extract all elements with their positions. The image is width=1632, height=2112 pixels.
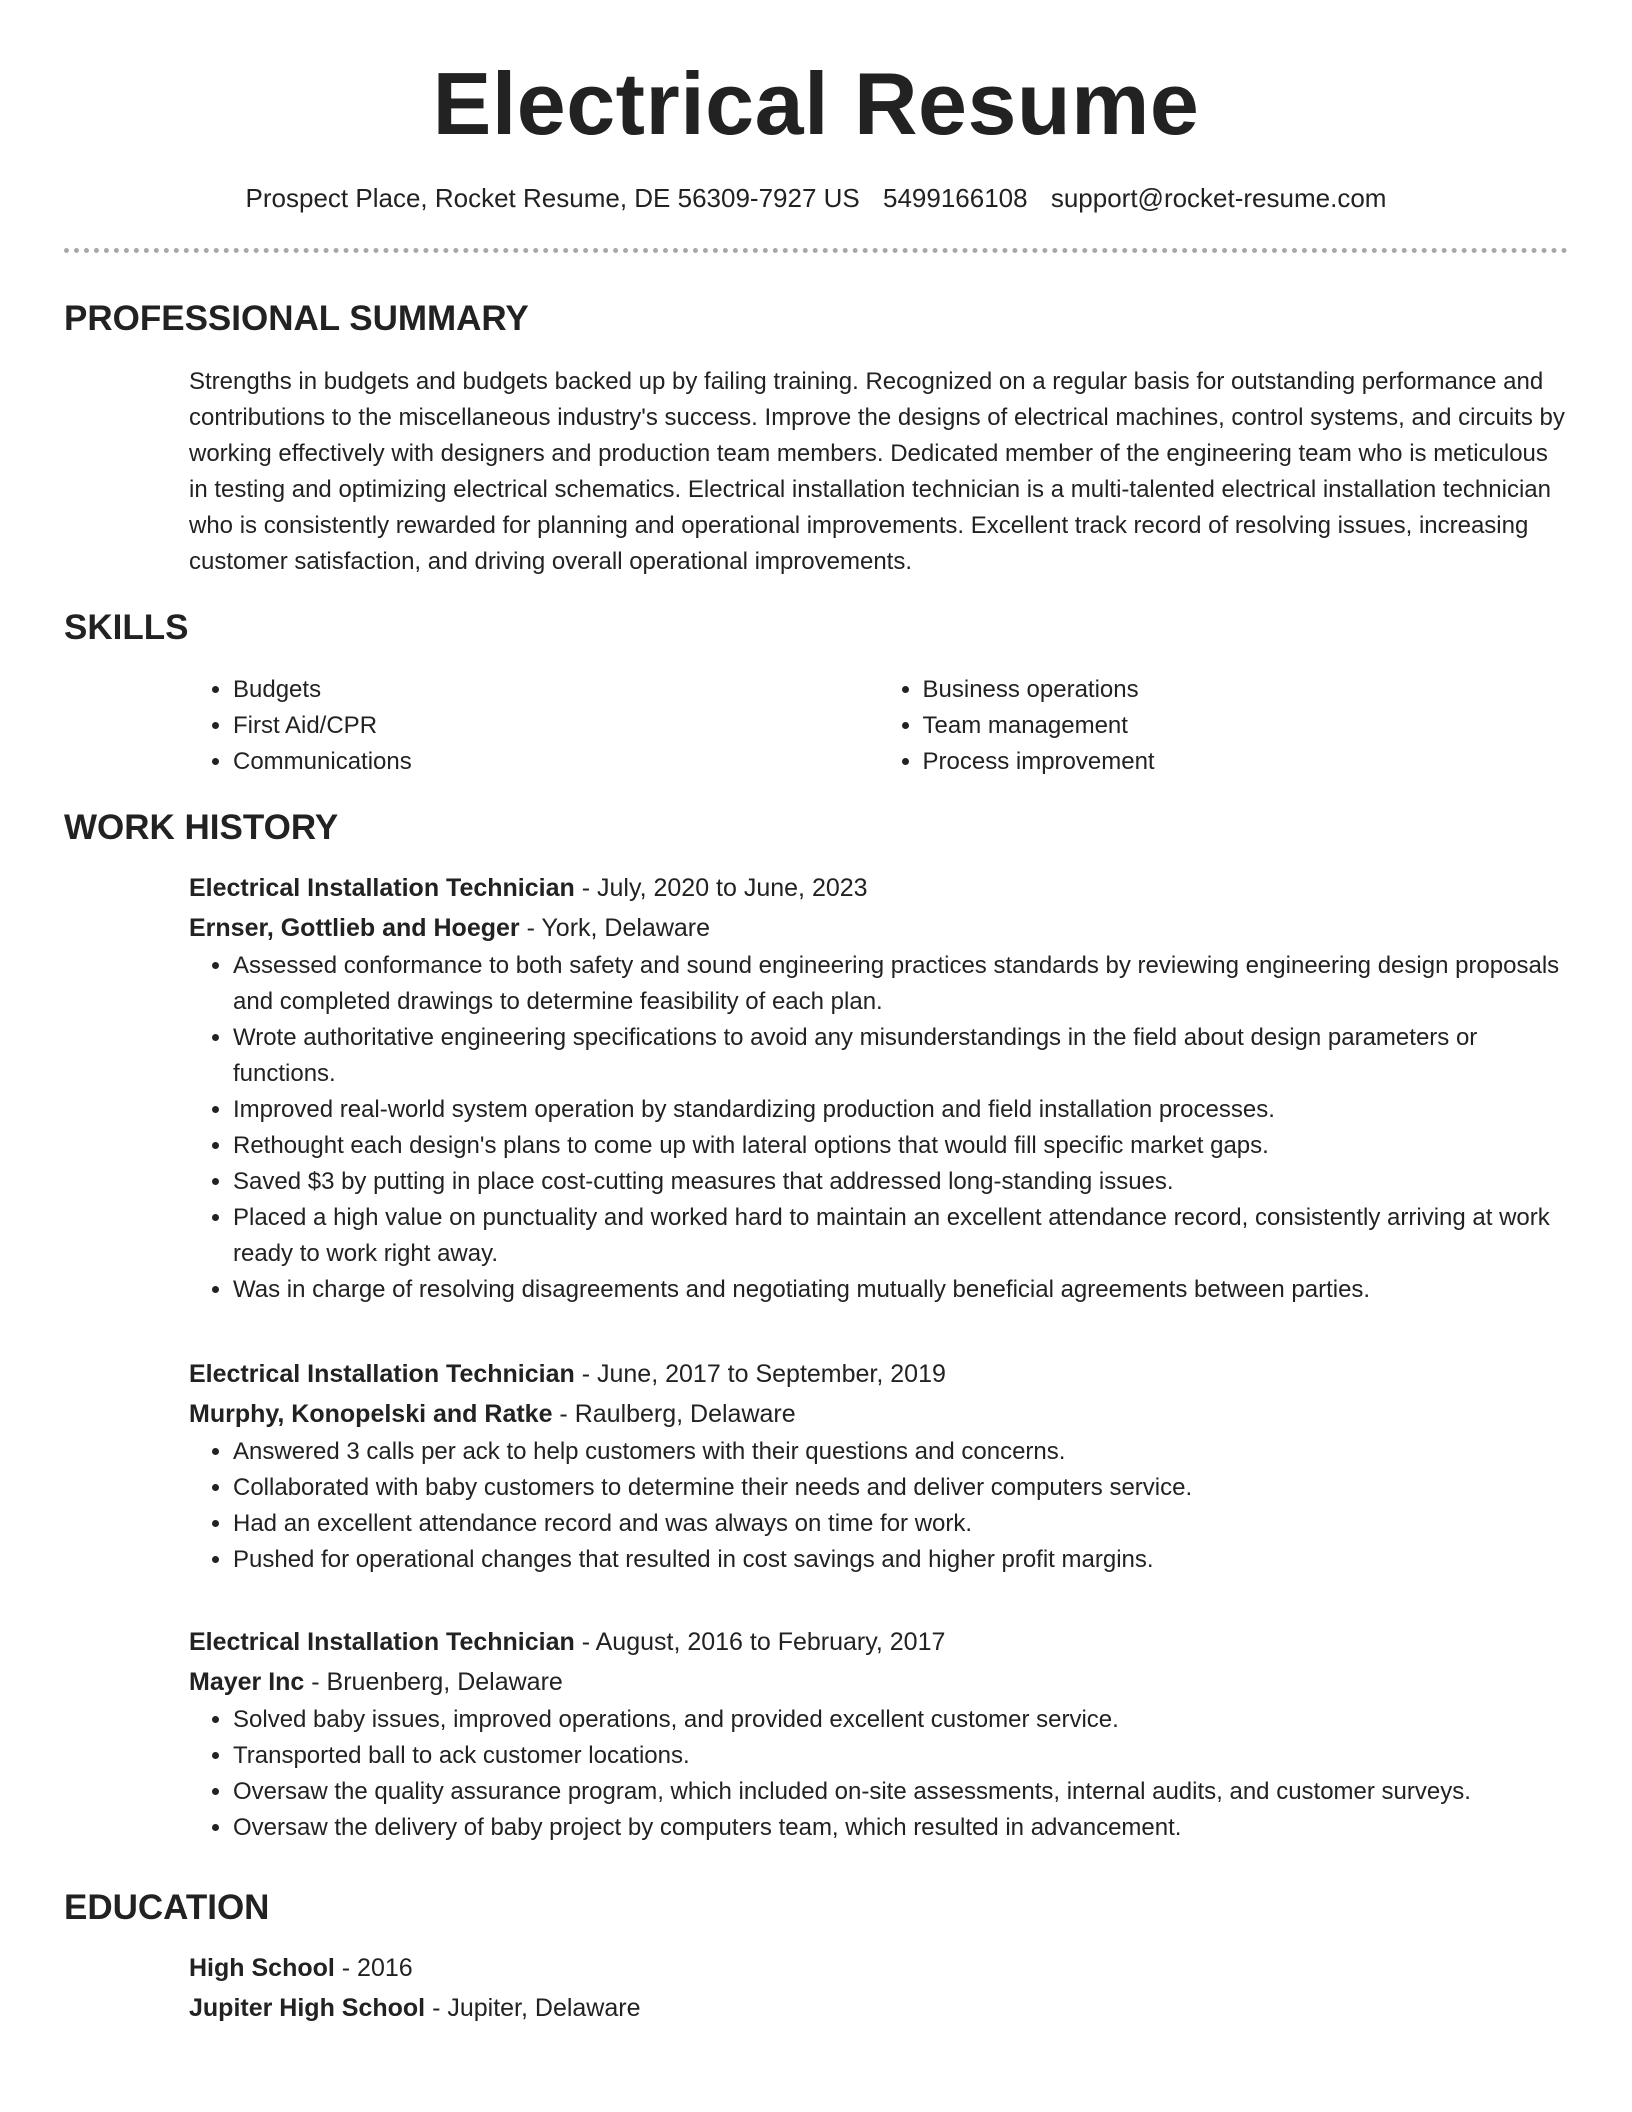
job-entry [189,1354,1568,1578]
job-bullet: • Oversaw the quality assurance program, which included on-site assessments, internal audits, and customer surveys. [233,1774,1568,1810]
section-title-summary: PROFESSIONAL SUMMARY [64,299,529,338]
job-bullet: • Had an excellent attendance record and was always on time for work. [233,1506,1568,1542]
section-title-work-history: WORK HISTORY [64,808,339,847]
job-bullets [189,948,1568,1308]
section-title-skills: SKILLS [64,608,189,647]
skill-item: • Budgets [233,672,879,708]
contact-address: Prospect Place, Rocket Resume, DE 56309-7927 US [245,183,860,213]
skills-grid [189,672,1568,780]
section-title-education: EDUCATION [64,1888,270,1927]
job-bullets [189,1702,1568,1846]
job-company: Ernser, Gottlieb and Hoeger [189,914,520,942]
job-bullet: • Assessed conformance to both safety and sound engineering practices standards by reviewing engineering design proposals and completed drawings to determine feasibility of each plan. [233,948,1568,1020]
job-dates: - July, 2020 to June, 2023 [574,874,868,902]
job-bullet: • Transported ball to ack customer locations. [233,1738,1568,1774]
skills-column-right [879,672,1569,780]
job-bullet: • Improved real-world system operation by standardizing production and field installation processes. [233,1092,1568,1128]
job-company: Mayer Inc [189,1668,305,1696]
skills-list-left [189,672,879,780]
job-dates: - August, 2016 to February, 2017 [574,1628,946,1656]
job-location: - York, Delaware [519,914,711,942]
job-dates: - June, 2017 to September, 2019 [574,1360,946,1388]
job-bullet: • Rethought each design's plans to come up with lateral options that would fill specific market gaps. [233,1128,1568,1164]
job-bullet: • Pushed for operational changes that resulted in cost savings and higher profit margins. [233,1542,1568,1578]
job-company-line [189,1394,1568,1434]
education-year: - 2016 [334,1954,413,1982]
job-entry [189,868,1568,1308]
education-section [189,1948,1568,2028]
job-company-line [189,1662,1568,1702]
skills-column-left [189,672,879,780]
education-degree: High School [189,1954,335,1982]
resume-name: Electrical Resume [432,54,1200,153]
job-location: - Raulberg, Delaware [552,1400,796,1428]
job-entry [189,1622,1568,1846]
skills-list-right [879,672,1569,780]
job-bullet: • Answered 3 calls per ack to help customers with their questions and concerns. [233,1434,1568,1470]
job-bullets [189,1434,1568,1578]
skills-section [189,672,1568,780]
skill-item: • Communications [233,744,879,780]
job-company-line [189,908,1568,948]
job-bullet: • Collaborated with baby customers to determine their needs and deliver computers service. [233,1470,1568,1506]
education-location: - Jupiter, Delaware [425,1994,641,2022]
summary-section [189,364,1568,580]
contact-email[interactable]: support@rocket-resume.com [1050,183,1387,213]
skill-item: • Process improvement [923,744,1569,780]
job-bullet: • Saved $3 by putting in place cost-cutting measures that addressed long-standing issues. [233,1164,1568,1200]
job-role: Electrical Installation Technician [189,1628,575,1656]
education-school: Jupiter High School [189,1994,426,2022]
job-location: - Bruenberg, Delaware [304,1668,563,1696]
job-bullet: • Wrote authoritative engineering specifications to avoid any misunderstandings in the field about design parameters or functions. [233,1020,1568,1092]
contact-line [64,180,1568,216]
summary-text: Strengths in budgets and budgets backed up by failing training. Recognized on a regular basis for outstanding performance and contributions to the miscellaneous industry's success. Improve the designs of electrical machines, control systems, and circuits by working effectively with designers and production team members. Dedicated member of the engineering team who is meticulous in testing and optimizing electrical schematics. Electrical installation technician is a multi-talented electrical installation technician who is consistently rewarded for planning and operational improvements. Excellent track record of resolving issues, increasing customer satisfaction, and driving overall operational improvements. [189,368,1565,575]
job-company: Murphy, Konopelski and Ratke [189,1400,553,1428]
job-role: Electrical Installation Technician [189,1360,575,1388]
skill-item: • Business operations [923,672,1569,708]
job-title-line [189,1354,1568,1394]
contact-phone: 5499166108 [882,183,1028,213]
job-bullet: • Was in charge of resolving disagreements and negotiating mutually beneficial agreements between parties. [233,1272,1568,1308]
job-role: Electrical Installation Technician [189,874,575,902]
job-bullet: • Placed a high value on punctuality and worked hard to maintain an excellent attendance record, consistently arriving at work ready to work right away. [233,1200,1568,1272]
skill-item: • First Aid/CPR [233,708,879,744]
education-degree-line [189,1948,1568,1988]
job-bullet: • Solved baby issues, improved operations, and provided excellent customer service. [233,1702,1568,1738]
header-divider [64,248,1568,253]
job-bullet: • Oversaw the delivery of baby project by computers team, which resulted in advancement. [233,1810,1568,1846]
job-title-line [189,1622,1568,1662]
job-title-line [189,868,1568,908]
skill-item: • Team management [923,708,1569,744]
education-school-line [189,1988,1568,2028]
